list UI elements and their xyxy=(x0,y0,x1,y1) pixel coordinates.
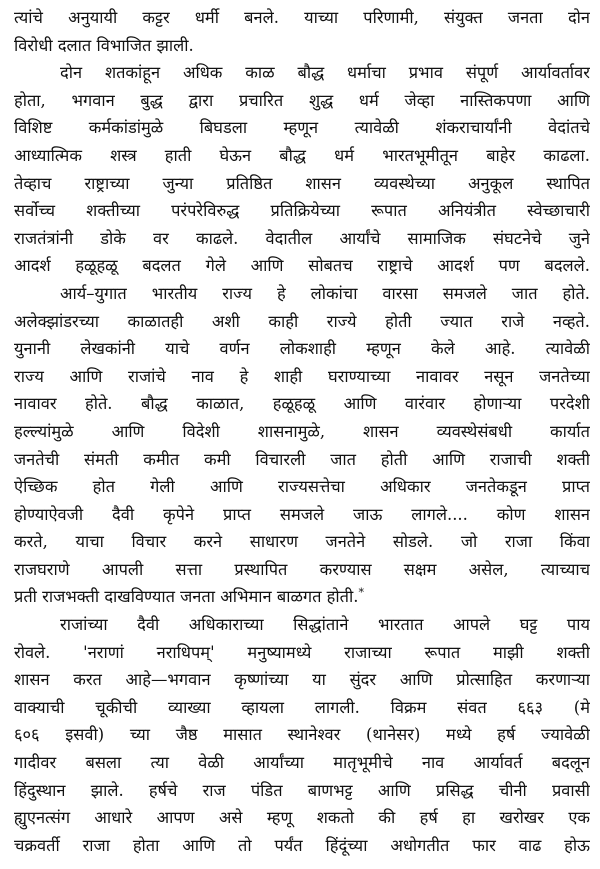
footnote-mark: * xyxy=(358,586,364,600)
text-line: हिंदुस्थान झाले. हर्षचे राज पंडित बाणभट्ट आणि प्रसिद्ध चीनी प्रवासी xyxy=(14,780,590,800)
text-line: राजतंत्रांनी डोके वर काढले. वेदातील आर्यांचे सामाजिक संघटनेचे जुने xyxy=(14,228,590,248)
text-line: तेव्हाच राष्ट्राच्या जुन्या प्रतिष्ठित शासन व्यवस्थेच्या अनुकूल स्थापित xyxy=(14,173,590,193)
text-line: राजांच्या दैवी अधिकाराच्या सिद्धांताने भारतात आपले घट्ट पाय xyxy=(60,615,590,635)
text-line: नावावर होते. बौद्ध काळात, हळूहळू आणि वारंवार होणाऱ्या परदेशी xyxy=(14,394,590,414)
text-line: राजघराणे आपली सत्ता प्रस्थापित करण्यास सक्षम असेल, त्याच्याच xyxy=(14,559,590,579)
text-line: सर्वोच्च शक्तीच्या परंपरेविरुद्ध प्रतिक्रियेच्या रूपात अनियंत्रीत स्वेच्छाचारी xyxy=(14,201,590,221)
text-line: आध्यात्मिक शस्त्र हाती घेऊन बौद्ध धर्म भारतभूमीतून बाहेर काढला. xyxy=(14,145,590,165)
text-line: विरोधी दलात विभाजित झाली. xyxy=(14,35,194,55)
text-line: गादीवर बसला त्या वेळी आर्यांच्या मातृभूमीचे नाव आर्यावर्त बदलून xyxy=(14,753,590,773)
text-line: जनतेची संमती कमीत कमी विचारली जात होती आणि राजाची शक्ती xyxy=(14,449,590,469)
text-line: त्यांचे अनुयायी कट्टर धर्मी बनले. याच्या परिणामी, संयुक्त जनता दोन xyxy=(14,8,590,27)
text-line: चक्रवर्ती राजा होता आणि तो पर्यंत हिंदूंच्या अधोगतीत फार वाढ होऊ xyxy=(14,835,590,855)
text-line: ऐच्छिक होत गेली आणि राज्यसत्तेचा अधिकार जनतेकडून प्राप्त xyxy=(14,477,590,497)
text-line: ह्युएनत्संग आधारे आपण असे म्हणू शकतो की हर्ष हा खरोखर एक xyxy=(14,808,590,828)
text-line: ६०६ इसवी) च्या जैष्ठ मासात स्थानेश्वर (थानेसर) मध्ये हर्ष ज्यावेळी xyxy=(14,725,590,745)
text-line-with-footnote xyxy=(14,583,590,611)
text-line: शासन करत आहे—भगवान कृष्णांच्या या सुंदर आणि प्रोत्साहित करणाऱ्या xyxy=(14,670,590,690)
text-line: करते, याचा विचार करने साधारण जनतेने सोडले. जो राजा किंवा xyxy=(14,532,590,552)
text-line: दोन शतकांहून अधिक काळ बौद्ध धर्माचा प्रभाव संपूर्ण आर्यावर्तावर xyxy=(60,63,590,83)
text-line: आर्य–युगात भारतीय राज्य हे लोकांचा वारसा समजले जात होते. xyxy=(60,283,590,303)
text-line: राज्य आणि राजांचे नाव हे शाही घराण्याच्या नावावर नसून जनतेच्या xyxy=(14,366,590,386)
text-line: आदर्श हळूहळू बदलत गेले आणि सोबतच राष्ट्राचे आदर्श पण बदलले. xyxy=(14,256,590,276)
text-line: रोवले. 'नराणां नराधिपम्' मनुष्यामध्ये राजाच्या रूपात माझी शक्ती xyxy=(14,642,590,662)
text-line: वाक्याची चूकीची व्याख्या व्हायला लागली. विक्रम संवत ६६३ (मे xyxy=(14,697,590,717)
text-line: युनानी लेखकांनी याचे वर्णन लोकशाही म्हणून केले आहे. त्यावेळी xyxy=(14,339,590,359)
text-line: हल्ल्यांमुळे आणि विदेशी शासनामुळे, शासन व्यवस्थेसंबधी कार्यात xyxy=(14,421,590,441)
text-line: विशिष्ट कर्मकांडांमुळे बिघडला म्हणून त्यावेळी शंकराचार्यांनी वेदांतचे xyxy=(14,118,590,138)
text-line: अलेक्झांडरच्या काळातही अशी काही राज्ये होती ज्यात राजे नव्हते. xyxy=(14,311,590,331)
text-line: प्रती राजभक्ती दाखविण्यात जनता अभिमान बाळगत होती. xyxy=(14,587,359,607)
text-line: होता, भगवान बुद्ध द्वारा प्रचारित शुद्ध धर्म जेव्हा नास्तिकपणा आणि xyxy=(14,90,590,110)
text-line: होण्याऐवजी दैवी कृपेने प्राप्त समजले जाऊ लागले.... कोण शासन xyxy=(14,504,590,524)
